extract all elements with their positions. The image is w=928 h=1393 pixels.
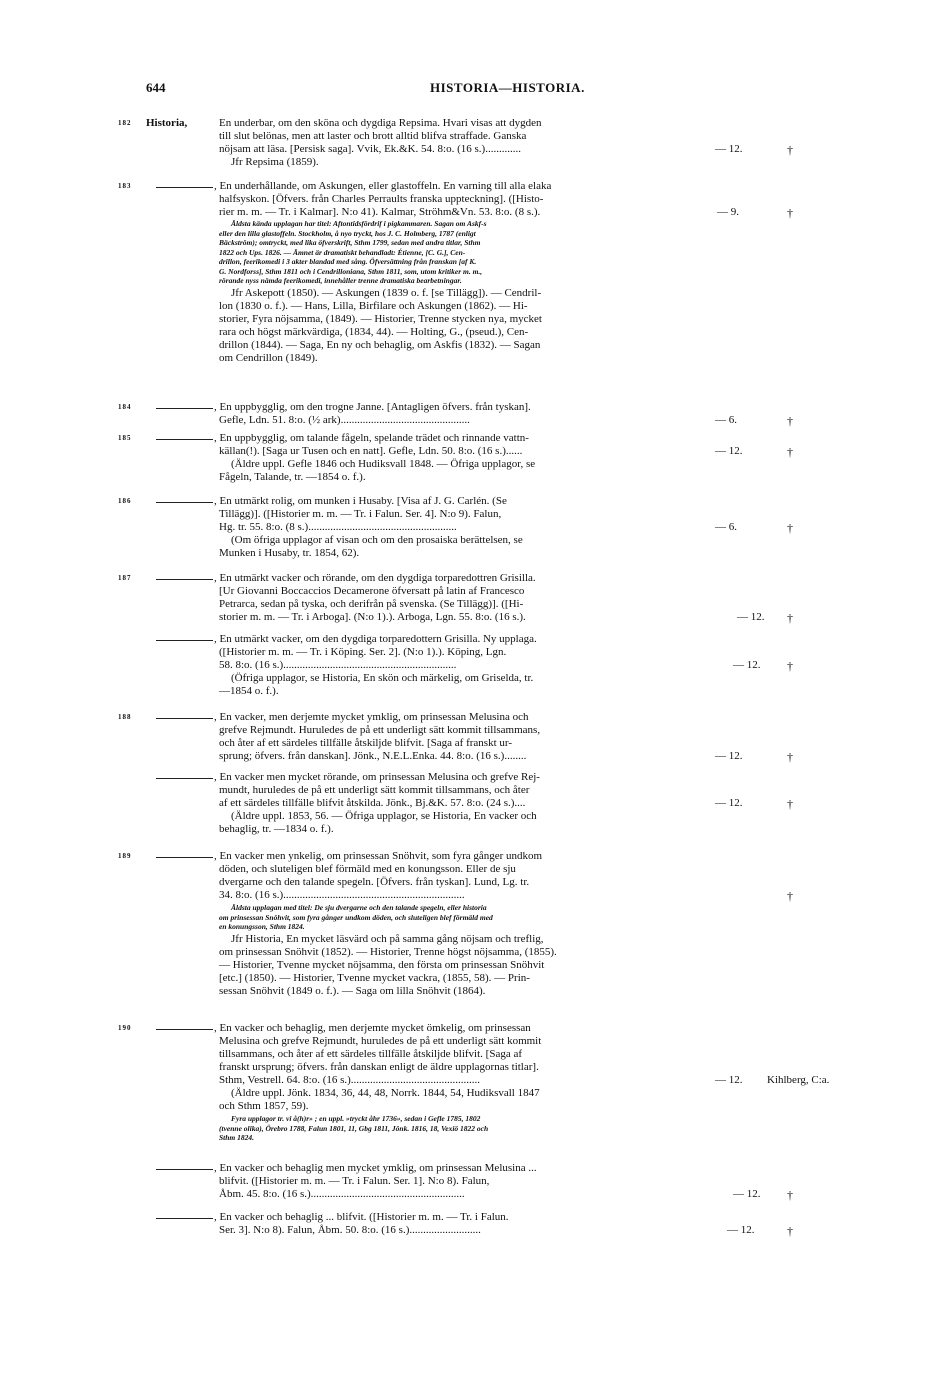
page-header (0, 80, 928, 100)
dagger-mark: † (787, 445, 793, 459)
entry-line: (Äldre uppl. Gefle 1846 och Hudiksvall 1848. — Öfriga upplagor, se (231, 458, 536, 470)
entry-line: Hg. tr. 55. 8:o. (8 s.)...................................................... (219, 521, 457, 533)
entry-number: 184 (118, 403, 132, 411)
dagger-mark: † (787, 143, 793, 157)
ditto-dash (156, 640, 213, 641)
entry-line: af ett särdeles tillfälle blifvit åtskilda. Jönk., Bj.&K. 57. 8:o. (24 s.).... (219, 797, 526, 809)
price: — 6. (715, 414, 737, 426)
note-line: (tvenne olika), Örebro 1788, Falun 1801, 11, Gbg 1811, Jönk. 1816, 18, Vexiö 1822 och (219, 1123, 489, 1133)
dagger-mark: † (787, 797, 793, 811)
entry-line: sprung; öfvers. från danskan]. Jönk., N.E.L.Enka. 44. 8:o. (16 s.)........ (219, 750, 527, 762)
entry-line: (Äldre uppl. Jönk. 1834, 36, 44, 48, Norrk. 1844, 54, Hudiksvall 1847 (231, 1087, 540, 1099)
ditto-dash (156, 1029, 213, 1030)
entry-lemma: Historia, (146, 117, 188, 129)
entry-line: Melusina och grefve Rejmundt, huruledes de på ett underligt sätt kommit (219, 1035, 542, 1047)
entry-line: , En vacker men mycket rörande, om prinsessan Melusina och grefve Rej- (214, 771, 540, 783)
dagger-mark: † (787, 889, 793, 903)
entry-number: 186 (118, 497, 132, 505)
entry-line: , En vacker och behaglig ... blifvit. ([Historier m. m. — Tr. i Falun. (214, 1211, 509, 1223)
cross-reference: — Historier, Tvenne mycket nöjsamma, den första om prinsessan Snöhvit (219, 959, 545, 971)
ditto-dash (156, 718, 213, 719)
price: — 12. (715, 797, 743, 809)
entry-line: behaglig, tr. —1834 o. f.). (219, 823, 334, 835)
entry-line: (Om öfriga upplagor af visan och om den prosaiska berättelsen, se (231, 534, 523, 546)
entry-line: 34. 8:o. (16 s.).................................................................. (219, 889, 465, 901)
entry-number: 188 (118, 713, 132, 721)
dagger-mark: † (787, 659, 793, 673)
note-line: en konungsson, Sthm 1824. (219, 922, 305, 931)
entry-line: , En vacker och behaglig, men derjemte mycket ömkelig, om prinsessan (214, 1022, 531, 1034)
entry-line: 58. 8:o. (16 s.)............................................................... (219, 659, 457, 671)
entry-line: storier m. m. — Tr. i Arboga]. (N:o 1).). Arboga, Lgn. 55. 8:o. (16 s.). (219, 611, 526, 623)
page-number: 644 (146, 80, 166, 95)
cross-reference: lon (1830 o. f.). — Hans, Lilla, Birfilare och Askungen (1862). — Hi- (219, 300, 528, 312)
ditto-dash (156, 187, 213, 188)
entry-number: 183 (118, 182, 132, 190)
entry-line: En underbar, om den sköna och dygdiga Repsima. Hvari visas att dygden (219, 117, 542, 129)
entry-line: mundt, huruledes de på ett underligt sätt kommit tillsammans, och åter (219, 784, 530, 796)
entry-line: Munken i Husaby, tr. 1854, 62). (219, 547, 360, 559)
entry-line: , En vacker men ynkelig, om prinsessan Snöhvit, som fyra gånger undkom (214, 850, 543, 862)
entry-line: franskt ursprung; öfvers. från danskan enligt de äldre upplagornas titlar]. (219, 1061, 539, 1073)
dagger-mark: † (787, 206, 793, 220)
entry-line: Åbm. 45. 8:o. (16 s.)........................................................ (219, 1188, 465, 1200)
dagger-mark: † (787, 414, 793, 428)
ditto-dash (156, 1169, 213, 1170)
note-line: Fyra upplagor tr. vi å(h)r» ; en uppl. »tryckt åhr 1736», sedan i Gefle 1785, 1802 (231, 1114, 481, 1123)
entry-line: (Öfriga upplagor, se Historia, En skön och märkelig, om Griselda, tr. (231, 672, 534, 684)
entry-line: och åter af ett särdeles tillfälle åtskiljde blifvit. [Saga af franskt ur- (219, 737, 512, 749)
entry-line: nöjsam att läsa. [Persisk saga]. Vvik, Ek.&K. 54. 8:o. (16 s.)............. (219, 143, 521, 155)
dagger-mark: † (787, 611, 793, 625)
entry-number: 187 (118, 574, 132, 582)
price: — 12. (727, 1224, 755, 1236)
ditto-dash (156, 579, 213, 580)
price: — 12. (715, 750, 743, 762)
note-line: drillon, feerikomedi i 3 akter blandad med sång. Öfversättning från franskan [af K. (219, 257, 477, 266)
entry-line: halfsyskon. [Öfvers. från Charles Perraults franska uppteckning]. ([Histo- (219, 193, 544, 205)
note-line: om prinsessan Snöhvit, som fyra gånger undkom döden, och sluteligen blef förmäld med (219, 912, 493, 922)
ditto-dash (156, 502, 213, 503)
price: — 12. (715, 1074, 743, 1086)
note-line: rörande nyss nämda feerikomedi, innehåller trenne dramatiska bearbetningar. (219, 276, 462, 285)
cross-reference: [etc.] (1850). — Historier, Tvenne mycket vackra, (1855, 58). — Prin- (219, 972, 530, 984)
entry-number: 182 (118, 119, 132, 127)
entry-line: Sthm, Vestrell. 64. 8:o. (16 s.)............................................... (219, 1074, 481, 1086)
note-line: eller den lilla glastoffeln. Stockholm, å nyo tryckt, hos J. C. Holmberg, 1787 (enligt (219, 228, 476, 238)
entry-line: , En underhållande, om Askungen, eller glastoffeln. En varning till alla elaka (214, 180, 552, 192)
entry-line: (Äldre uppl. 1853, 56. — Öfriga upplagor, se Historia, En vacker och (231, 810, 537, 822)
ditto-dash (156, 778, 213, 779)
dagger-mark: † (787, 1188, 793, 1202)
note-line: Äldsta upplagan med titel: De sju dvergarne och den talande spegeln, eller historia (231, 903, 487, 912)
entry-line: Fågeln, Talande, tr. —1854 o. f.). (219, 471, 366, 483)
entry-number: 189 (118, 852, 132, 860)
entry-line: , En utmärkt rolig, om munken i Husaby. [Visa af J. G. Carlén. (Se (214, 495, 507, 507)
entry-line: och Sthm 1857, 59). (219, 1100, 309, 1112)
price: — 12. (715, 445, 743, 457)
cross-reference: sessan Snöhvit (1849 o. f.). — Saga om lilla Snöhvit (1864). (219, 985, 486, 997)
entry-line: , En utmärkt vacker, om den dygdiga torparedottern Grisilla. Ny upplaga. (214, 633, 537, 645)
entry-line: —1854 o. f.). (219, 685, 279, 697)
price: — 12. (733, 659, 761, 671)
dagger-mark: † (787, 521, 793, 535)
entry-line: Petrarca, sedan på tyska, och derifrån på svenska. (Se Tillägg)]. ([Hi- (219, 598, 524, 610)
cross-reference: om Cendrillon (1849). (219, 352, 318, 364)
entry-line: , En uppbygglig, om den trogne Janne. [Antagligen öfvers. från tyskan]. (214, 401, 531, 413)
entry-line: blifvit. ([Historier m. m. — Tr. i Falun. Ser. 1]. N:o 8). Falun, (219, 1175, 490, 1187)
cross-reference: Jfr Historia, En mycket läsvärd och på samma gång nöjsam och treflig, (231, 933, 544, 945)
entry-line: rier m. m. — Tr. i Kalmar]. N:o 41). Kalmar, Ströhm&Vn. 53. 8:o. (8 s.). (219, 206, 541, 218)
cross-reference: storier, Fyra nöjsamma, (1849). — Historier, Trenne stycken nya, mycket (219, 313, 542, 325)
entry-number: 185 (118, 434, 132, 442)
entry-line: [Ur Giovanni Boccaccios Decamerone öfversatt på latin af Francesco (219, 585, 525, 597)
note-line: Sthm 1824. (219, 1133, 255, 1142)
entry-line: döden, och sluteligen blef förmäld med en konungsson. Eller de sju (219, 863, 516, 875)
dagger-mark: † (787, 750, 793, 764)
note-line: 1822 och Ups. 1826. — Ämnet är dramatiskt behandladt: Étienne, [C. G.], Cen- (219, 247, 466, 257)
cross-reference: rara och högst märkvärdiga, (1834, 44). — Holting, G., (pseud.), Cen- (219, 326, 529, 338)
price: — 6. (715, 521, 737, 533)
cross-reference: om prinsessan Snöhvit (1852). — Historier, Trenne högst nöjsamma, (1855). (219, 946, 557, 958)
entry-line: Ser. 3]. N:o 8). Falun, Åbm. 50. 8:o. (16 s.).......................... (219, 1224, 481, 1236)
dagger-mark: † (787, 1224, 793, 1238)
entry-line: Gefle, Ldn. 51. 8:o. (½ ark)............................................... (219, 414, 470, 426)
owner-note: Kihlberg, C:a. (767, 1074, 830, 1086)
entry-number: 190 (118, 1024, 132, 1032)
cross-reference: drillon (1844). — Saga, En ny och behaglig, om Askfis (1832). — Sagan (219, 339, 541, 351)
entry-line: tillsammans, och åter af ett särdeles tillfälle åtskiljde blifvit. [Saga af (219, 1048, 523, 1060)
price: — 12. (733, 1188, 761, 1200)
ditto-dash (156, 439, 213, 440)
cross-reference: Jfr Repsima (1859). (231, 156, 319, 168)
entry-line: grefve Rejmundt. Huruledes de på ett underligt sätt kommit tillsammans, (219, 724, 541, 736)
entry-line: , En vacker och behaglig men mycket ymklig, om prinsessan Melusina ... (214, 1162, 537, 1174)
note-line: G. Nordforss], Sthm 1811 och i Cendrilloniana, Sthm 1811, som, utom kritiker m. m., (219, 266, 483, 276)
price: — 12. (715, 143, 743, 155)
ditto-dash (156, 408, 213, 409)
ditto-dash (156, 1218, 213, 1219)
entry-line: , En vacker, men derjemte mycket ymklig, om prinsessan Melusina och (214, 711, 529, 723)
entry-line: dvergarne och den talande spegeln. [Öfvers. från tyskan]. Lund, Lg. tr. (219, 876, 530, 888)
entry-line: , En utmärkt vacker och rörande, om den dygdiga torparedottren Grisilla. (214, 572, 536, 584)
note-line: Äldsta kända upplagan har titel: Aftontidsfördrif i pigkammaren. Sagan om Askf-s (231, 219, 487, 228)
entry-line: Tillägg)]. ([Historier m. m. — Tr. i Falun. Ser. 4]. N:o 9). Falun, (219, 508, 502, 520)
price: — 9. (717, 206, 739, 218)
cross-reference: Jfr Askepott (1850). — Askungen (1839 o. f. [se Tillägg]). — Cendril- (231, 287, 542, 299)
entry-line: , En uppbygglig, om talande fågeln, spelande trädet och rinnande vattn- (214, 432, 529, 444)
entry-line: till slut belönas, men att laster och brott alltid blifva straffade. Ganska (219, 130, 527, 142)
entry-line: ([Historier m. m. — Tr. i Köping. Ser. 2]. (N:o 1).). Köping, Lgn. (219, 646, 507, 658)
running-title: HISTORIA—HISTORIA. (430, 80, 585, 95)
price: — 12. (737, 611, 765, 623)
note-line: Bäckström); omtryckt, med lika öfverskrift, Sthm 1799, sedan med andra titlar, Sthm (219, 238, 481, 247)
ditto-dash (156, 857, 213, 858)
entry-line: källan(!). [Saga ur Tusen och en natt]. Gefle, Ldn. 50. 8:o. (16 s.)...... (219, 445, 523, 457)
